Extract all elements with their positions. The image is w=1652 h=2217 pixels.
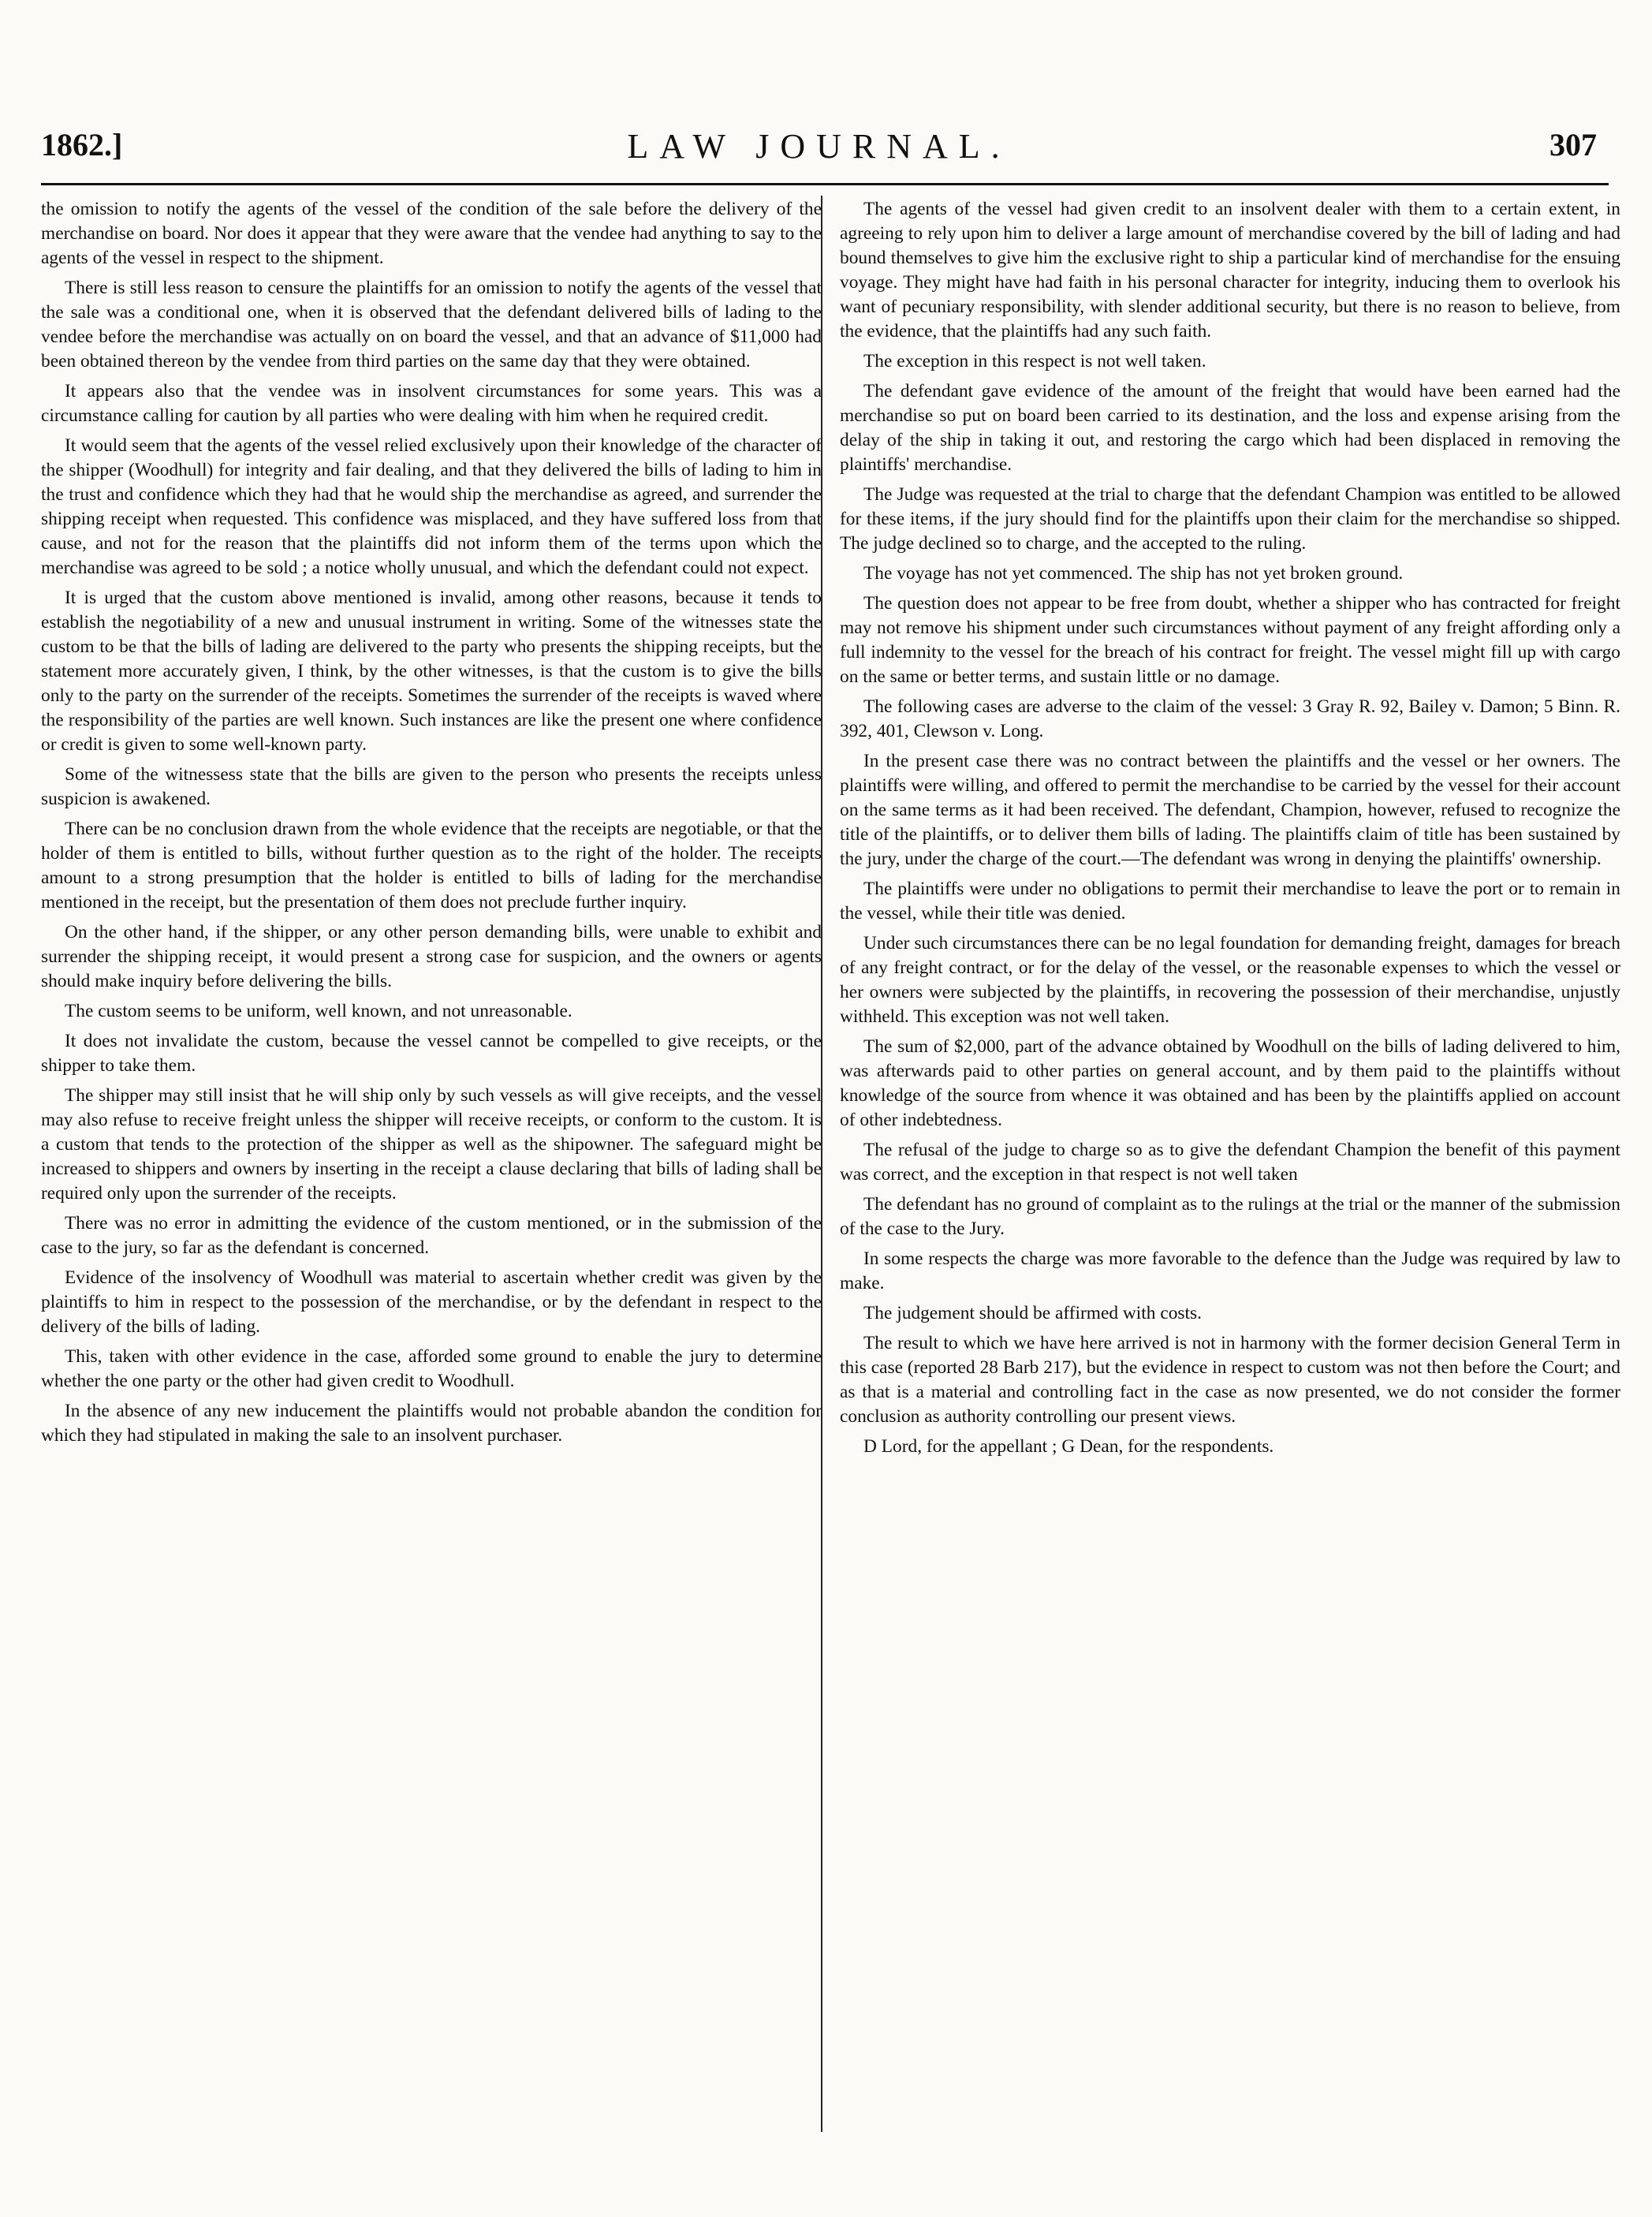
paragraph: Some of the witnessess state that the bills are given to the person who presents the receipts unless suspicion is awakened. bbox=[41, 764, 822, 809]
header-rule bbox=[41, 183, 1609, 185]
paragraph: The refusal of the judge to charge so as to give the defendant Champion the benefit of this payment was correct, and the exception in that respect is not well taken bbox=[840, 1140, 1620, 1185]
paragraph: The question does not appear to be free from doubt, whether a shipper who has contracted for freight may not remove his shipment under such circumstances without payment of any freight affording only a full indemnity to the vessel for the breach of his contract for freight. The vessel might fill up with cargo on the same or better terms, and sustain little or no damage. bbox=[840, 593, 1620, 687]
paragraph: Under such circumstances there can be no legal foundation for demanding freight, damages for breach of any freight contract, or for the delay of the vessel, or the reasonable expenses to which the vessel or her owners were subjected by the plaintiffs, in recovering the possession of their merchandise, unjustly withheld. This exception was not well taken. bbox=[840, 933, 1620, 1027]
counsel-line: D Lord, for the appellant ; G Dean, for the respondents. bbox=[863, 1436, 1274, 1457]
paragraph: On the other hand, if the shipper, or any other person demanding bills, were unable to exhibit and surrender the shipping receipt, it would present a strong case for suspicion, and the owners or agents should make inquiry before delivering the bills. bbox=[41, 922, 822, 991]
paragraph: It does not invalidate the custom, because the vessel cannot be compelled to give receipts, or the shipper to take them. bbox=[41, 1031, 822, 1076]
paragraph: There can be no conclusion drawn from the whole evidence that the receipts are negotiable, or that the holder of them is entitled to bills, without further question as to the right of the holder. The receipts amount to a strong presumption that the holder is entitled to bills of lading for the merchandise mentioned in the receipt, but the presentation of them does not preclude further inquiry. bbox=[41, 819, 822, 913]
paragraph: The defendant gave evidence of the amount of the freight that would have been earned had the merchandise so put on board been carried to its destination, and the loss and expense arising from the delay of the ship in taking it out, and restoring the cargo which had been displaced in removing the plaintiffs' merchandise. bbox=[840, 381, 1620, 475]
paragraph: The sum of $2,000, part of the advance obtained by Woodhull on the bills of lading delivered to him, was afterwards paid to other parties on general account, and by them paid to the plaintiffs without knowledge of the source from whence it was obtained and has been by the plaintiffs applied on account of other indebtedness. bbox=[840, 1036, 1620, 1130]
paragraph: This, taken with other evidence in the case, afforded some ground to enable the jury to determine whether the one party or the other had given credit to Woodhull. bbox=[41, 1346, 822, 1391]
paragraph: the omission to notify the agents of the vessel of the condition of the sale before the delivery of the merchandise on board. Nor does it appear that they were aware that the vendee had anything to say to the agents of the vessel in respect to the shipment. bbox=[41, 199, 822, 268]
header-year: 1862.] bbox=[41, 127, 123, 162]
paragraph: It is urged that the custom above mentioned is invalid, among other reasons, because it tends to establish the negotiability of a new and unusual instrument in writing. Some of the witnesses state the custom to be that the bills of lading are delivered to the party who presents the shipping receipts, but the statement more accurately given, I think, by the other witnesses, is that the custom is to give the bills only to the party on the surrender of the receipts. Sometimes the surrender of the receipts is waved where the responsibility of the parties are well known. Such instances are like the present one where confidence or credit is given to some well-known party. bbox=[41, 588, 822, 755]
paragraph: There was no error in admitting the evidence of the custom mentioned, or in the submission of the case to the jury, so far as the defendant is concerned. bbox=[41, 1213, 822, 1258]
right-column bbox=[840, 197, 1620, 1465]
paragraph: There is still less reason to censure the plaintiffs for an omission to notify the agents of the vessel that the sale was a conditional one, when it is observed that the defendant delivered bills of lading to the vendee before the merchandise was actually on on board the vessel, and that an advance of $11,000 had been obtained thereon by the vendee from third parties on the same day that they were obtained. bbox=[41, 278, 822, 371]
paragraph: The result to which we have here arrived is not in harmony with the former decision General Term in this case (reported 28 Barb 217), but the evidence in respect to custom was not then before the Court; and as that is a material and controlling fact in the case as now presented, we do not consider the former conclusion as authority controlling our present views. bbox=[840, 1333, 1620, 1427]
journal-title: LAW JOURNAL. bbox=[627, 127, 1011, 166]
paragraph: The custom seems to be uniform, well known, and not unreasonable. bbox=[65, 1001, 572, 1021]
paragraph: The Judge was requested at the trial to charge that the defendant Champion was entitled to be allowed for these items, if the jury should find for the plaintiffs upon their claim for the merchandise so shipped. The judge declined so to charge, and the accepted to the ruling. bbox=[840, 484, 1620, 554]
paragraph: The agents of the vessel had given credit to an insolvent dealer with them to a certain extent, in agreeing to rely upon him to deliver a large amount of merchandise covered by the bill of lading and had bound themselves to give him the exclusive right to ship a particular kind of merchandise for the ensuing voyage. They might have had faith in his personal character for integrity, inducing them to overlook his want of pecuniary responsibility, with slender additional security, but there is no reason to believe, from the evidence, that the plaintiffs had any such faith. bbox=[840, 199, 1620, 342]
paragraph: In the present case there was no contract between the plaintiffs and the vessel or her owners. The plaintiffs were willing, and offered to permit the merchandise to be carried by the vessel for their account on the same terms as it had been received. The defendant, Champion, however, refused to recognize the title of the plaintiffs, or to deliver them bills of lading. The plaintiffs claim of title has been sustained by the jury, under the charge of the court.—The defendant was wrong in denying the plaintiffs' ownership. bbox=[840, 751, 1620, 869]
paragraph: Evidence of the insolvency of Woodhull was material to ascertain whether credit was given by the plaintiffs to him in respect to the possession of the merchandise, or by the defendant in respect to the delivery of the bills of lading. bbox=[41, 1267, 822, 1337]
paragraph: The defendant has no ground of complaint as to the rulings at the trial or the manner of the submission of the case to the Jury. bbox=[840, 1194, 1620, 1239]
paragraph: In some respects the charge was more favorable to the defence than the Judge was required by law to make. bbox=[840, 1248, 1620, 1293]
paragraph: The shipper may still insist that he will ship only by such vessels as will give receipts, and the vessel may also refuse to receive freight unless the shipper will receive receipts, or conform to the custom. It is a custom that tends to the protection of the shipper as well as the shipowner. The safeguard might be increased to shippers and owners by inserting in the receipt a clause declaring that bills of lading shall be required only upon the surrender of the receipts. bbox=[41, 1085, 822, 1204]
paragraph: In the absence of any new inducement the plaintiffs would not probable abandon the condition for which they had stipulated in making the sale to an insolvent purchaser. bbox=[41, 1401, 822, 1446]
paragraph: It would seem that the agents of the vessel relied exclusively upon their knowledge of the character of the shipper (Woodhull) for integrity and fair dealing, and that they delivered the bills of lading to him in the trust and confidence which they had that he would ship the merchandise as agreed, and surrender the shipping receipt when requested. This confidence was misplaced, and they have suffered loss from that cause, and not for the reason that the plaintiffs did not inform them of the terms upon which the merchandise was agreed to be sold ; a notice wholly unusual, and which the defendant could not expect. bbox=[41, 435, 822, 578]
paragraph: The plaintiffs were under no obligations to permit their merchandise to leave the port or to remain in the vessel, while their title was denied. bbox=[840, 879, 1620, 924]
paragraph: The judgement should be affirmed with costs. bbox=[863, 1303, 1202, 1323]
column-divider bbox=[821, 196, 822, 2132]
left-column bbox=[41, 197, 822, 1454]
paragraph: It appears also that the vendee was in insolvent circumstances for some years. This was a circumstance calling for caution by all parties who were dealing with him when he required credit. bbox=[41, 381, 822, 426]
page-header bbox=[41, 126, 1597, 181]
paragraph: The exception in this respect is not well taken. bbox=[863, 351, 1206, 371]
page-number: 307 bbox=[1549, 127, 1597, 162]
paragraph: The following cases are adverse to the claim of the vessel: 3 Gray R. 92, Bailey v. Damon; 5 Binn. R. 392, 401, Clewson v. Long. bbox=[840, 696, 1620, 741]
paragraph: The voyage has not yet commenced. The ship has not yet broken ground. bbox=[863, 563, 1404, 584]
